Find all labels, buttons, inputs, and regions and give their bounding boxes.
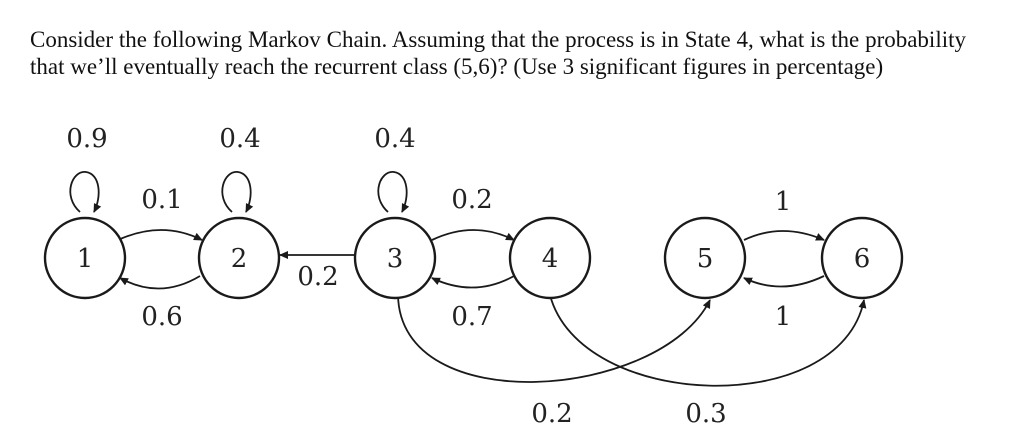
edge-6-to-5-label: 1 <box>774 302 792 332</box>
state-5-label: 5 <box>696 244 714 274</box>
edge-5-to-6 <box>744 231 824 240</box>
edge-3-to-5-label: 0.2 <box>531 399 573 429</box>
self-loop-2-label: 0.4 <box>219 124 261 154</box>
edge-3-to-4-label: 0.2 <box>451 185 493 215</box>
edge-4-to-6-label: 0.3 <box>685 399 727 429</box>
self-loop-3 <box>378 172 406 212</box>
self-loop-1 <box>70 172 98 212</box>
edge-5-to-6-label: 1 <box>774 187 792 217</box>
state-2 <box>199 218 279 298</box>
state-3 <box>355 218 435 298</box>
state-1 <box>45 218 125 298</box>
state-2-label: 2 <box>230 244 248 274</box>
edge-1-to-2-label: 0.1 <box>141 185 183 215</box>
state-1-label: 1 <box>76 244 94 274</box>
edge-2-to-1-label: 0.6 <box>141 302 183 332</box>
edge-1-to-2 <box>118 230 202 240</box>
edge-3-to-2-label: 0.2 <box>297 262 339 292</box>
self-loop-3-label: 0.4 <box>374 124 416 154</box>
edge-6-to-5 <box>744 276 824 287</box>
edge-4-to-3-label: 0.7 <box>451 302 493 332</box>
state-4 <box>510 218 590 298</box>
state-6 <box>822 218 902 298</box>
edge-3-to-4 <box>432 230 514 240</box>
state-6-label: 6 <box>853 244 871 274</box>
edge-4-to-6 <box>550 295 864 386</box>
edge-4-to-3 <box>432 276 514 288</box>
self-loop-2 <box>222 172 250 212</box>
question-text: Consider the following Markov Chain. Assuming that the process is in State 4, what is the probability that we’ll eventually reach the recurrent class (5,6)? (Use 3 significant figures in percentage) <box>30 27 966 79</box>
edge-2-to-1 <box>120 276 200 289</box>
self-loop-1-label: 0.9 <box>66 124 108 154</box>
state-4-label: 4 <box>541 244 559 274</box>
state-3-label: 3 <box>386 244 404 274</box>
state-5 <box>665 218 745 298</box>
